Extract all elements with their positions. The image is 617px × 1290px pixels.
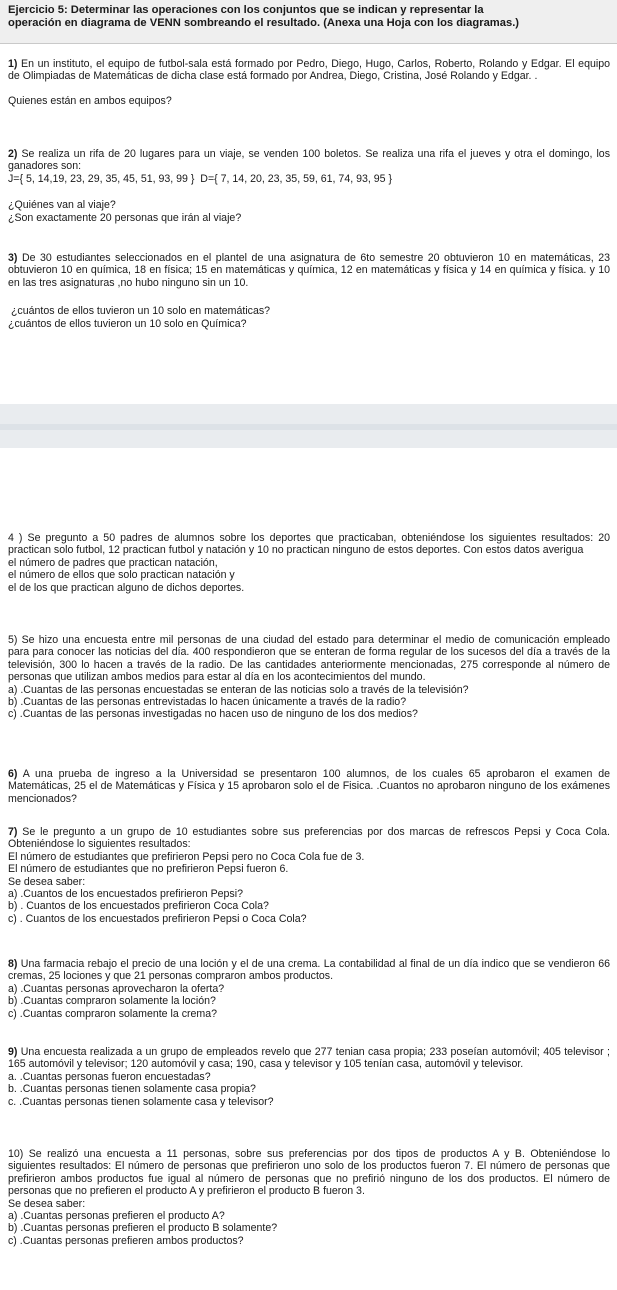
exercise-7-fact-1: El número de estudiantes que prefirieron Pepsi pero no Coca Cola fue de 3. [8,850,365,863]
exercise-3-question-2: ¿cuántos de ellos tuvieron un 10 solo en Química? [8,317,247,330]
exercise-5-question-c: c) .Cuantas de las personas investigadas no hacen uso de ninguno de los dos medios? [8,708,418,721]
exercise-7-prompt: Se desea saber: [8,875,86,888]
exercise-7-number: 7) [8,826,18,838]
exercise-5-question-a: a) .Cuantas de las personas encuestadas se enteran de las noticias solo a través de la televisión? [8,683,469,696]
exercise-10-statement: 10) Se realizó una encuesta a 11 personas, sobre sus preferencias por dos tipos de productos A y B. Obteniéndose lo siguientes resultados: El número de personas que prefirieron uno solo de los productos fueron 7. El número de personas que prefirieron ambos productos fue igual al número de personas que no prefirió ninguno de los dos productos. El número de personas que no prefieren el producto A y prefirieron el producto B fueron 3. [8,1148,610,1198]
exercise-4-question-3: el de los que practican alguno de dichos deportes. [8,581,245,594]
exercise-2-text: Se realiza un rifa de 20 lugares para un viaje, se venden 100 boletos. Se realiza una rifa el jueves y otra el domingo, los ganadores son: [8,148,610,173]
exercise-2-number: 2) [8,148,18,160]
exercise-3-number: 3) [8,252,18,264]
exercise-6-number: 6) [8,768,18,780]
exercise-8 [8,958,610,1020]
exercise-1-statement [8,58,610,83]
exercise-10-prompt: Se desea saber: [8,1197,86,1210]
exercise-5 [8,634,610,721]
exercise-10-question-a: a) .Cuantas personas prefieren el producto A? [8,1210,225,1223]
exercise-9-statement [8,1046,610,1071]
exercise-4-question-1: el número de padres que practican natación, [8,556,218,569]
exercise-2-sets: J={ 5, 14,19, 23, 29, 35, 45, 51, 93, 99 } D={ 7, 14, 20, 23, 35, 59, 61, 74, 93, 95 } [8,172,393,185]
exercise-2-question-2: ¿Son exactamente 20 personas que irán al viaje? [8,211,242,224]
exercise-4 [8,532,610,594]
exercise-8-question-a: a) .Cuantas personas aprovecharon la oferta? [8,982,225,995]
exercise-8-statement [8,958,610,983]
exercise-7-question-c: c) . Cuantos de los encuestados prefirieron Pepsi o Coca Cola? [8,912,307,925]
exercise-7-question-b: b) . Cuantos de los encuestados prefirieron Coca Cola? [8,900,269,913]
exercise-3-text: De 30 estudiantes seleccionados en el plantel de una asignatura de 6to semestre 20 obtuvieron 10 en matemáticas, 23 obtuvieron 10 en química, 18 en física; 15 en matemáticas y química, 12 en matemáticas y física y 14 en química y física. y 10 en las tres asignaturas ,no hubo ninguno sin un 10. [8,252,610,289]
exercise-6-text: A una prueba de ingreso a la Universidad se presentaron 100 alumnos, de los cuales 65 aprobaron el examen de Matemáticas, 25 el de Matemáticas y Física y 15 aprobaron solo el de Fisica. .Cuantos no aprobaron ninguno de los exámenes mencionados? [8,768,610,805]
exercise-7 [8,826,610,925]
exercise-2 [8,148,610,224]
exercise-7-statement [8,826,610,851]
exercise-9-number: 9) [8,1046,18,1058]
exercise-9 [8,1046,610,1108]
exercise-8-number: 8) [8,958,18,970]
exercise-2-statement [8,148,610,173]
exercise-4-question-2: el número de ellos que solo practican natación y [8,569,235,582]
exercise-7-text: Se le pregunto a un grupo de 10 estudiantes sobre sus preferencias por dos marcas de refrescos Pepsi y Coca Cola. Obteniéndose lo siguientes resultados: [8,826,610,851]
exercise-1-number: 1) [8,58,18,70]
exercise-header [0,0,617,44]
exercise-9-question-c: c. .Cuantas personas tienen solamente casa y televisor? [8,1095,274,1108]
exercise-3-question-1: ¿cuántos de ellos tuvieron un 10 solo en matemáticas? [8,305,271,318]
exercise-7-fact-2: El número de estudiantes que no prefirieron Pepsi fueron 6. [8,863,289,876]
exercise-9-text: Una encuesta realizada a un grupo de empleados revelo que 277 tenian casa propia; 233 poseían automóvil; 405 televisor ; 165 automóvil y televisor; 120 automóvil y casa; 190, casa y televisor y 105 tenían casa, automóvil y televisor. [8,1046,610,1071]
exercise-1-question: Quienes están en ambos equipos? [8,94,172,107]
exercise-5-question-b: b) .Cuantas de las personas entrevistadas lo hacen únicamente a través de la radio? [8,696,407,709]
header-line-1: Ejercicio 5: Determinar las operaciones con los conjuntos que se indican y representar la [8,4,484,16]
exercise-9-question-a: a. .Cuantas personas fueron encuestadas? [8,1070,211,1083]
exercise-6 [8,768,610,805]
exercise-8-text: Una farmacia rebajo el precio de una loción y el de una crema. La contabilidad al final de un día indico que se vendieron 66 cremas, 25 lociones y que 21 personas compraron ambos productos. [8,958,610,983]
exercise-8-question-c: c) .Cuantas compraron solamente la crema? [8,1007,218,1020]
exercise-1 [8,58,610,107]
exercise-10 [8,1148,610,1247]
exercise-3 [8,252,610,330]
exercise-6-statement [8,768,610,805]
exercise-10-question-b: b) .Cuantas personas prefieren el producto B solamente? [8,1222,278,1235]
exercise-8-question-b: b) .Cuantas compraron solamente la loción? [8,995,216,1008]
exercise-3-statement [8,252,610,289]
exercise-2-question-1: ¿Quiénes van al viaje? [8,199,116,212]
separator-bar [0,424,617,430]
exercise-1-text: En un instituto, el equipo de futbol-sala está formado por Pedro, Diego, Hugo, Carlos, Roberto, Rolando y Edgar. El equipo de Olimpiadas de Matemáticas de dicha clase está formado por Andrea, Diego, Cristina, José Rolando y Edgar. . [8,58,610,83]
exercise-9-question-b: b. .Cuantas personas tienen solamente casa propia? [8,1083,256,1096]
header-line-2: operación en diagrama de VENN sombreando el resultado. (Anexa una Hoja con los diagramas.) [8,17,520,29]
exercise-10-question-c: c) .Cuantas personas prefieren ambos productos? [8,1234,244,1247]
exercise-4-statement: 4 ) Se pregunto a 50 padres de alumnos sobre los deportes que practicaban, obteniéndose los siguientes resultados: 20 practican solo futbol, 12 practican futbol y natación y 10 no practican ninguno de estos deportes. Con estos datos averigua [8,532,610,557]
exercise-5-statement: 5) Se hizo una encuesta entre mil personas de una ciudad del estado para determinar el medio de comunicación empleado para para conocer las noticias del día. 400 respondieron que se enteran de forma regular de los sucesos del día a través de la televisión, 300 lo hacen a través de la radio. De las cantidades anteriormente mencionadas, 275 corresponde al número de personas que utilizan ambos medios para estar al día en los acontecimientos del mundo. [8,634,610,684]
exercise-7-question-a: a) .Cuantos de los encuestados prefirieron Pepsi? [8,888,243,901]
page-separator [0,404,617,448]
